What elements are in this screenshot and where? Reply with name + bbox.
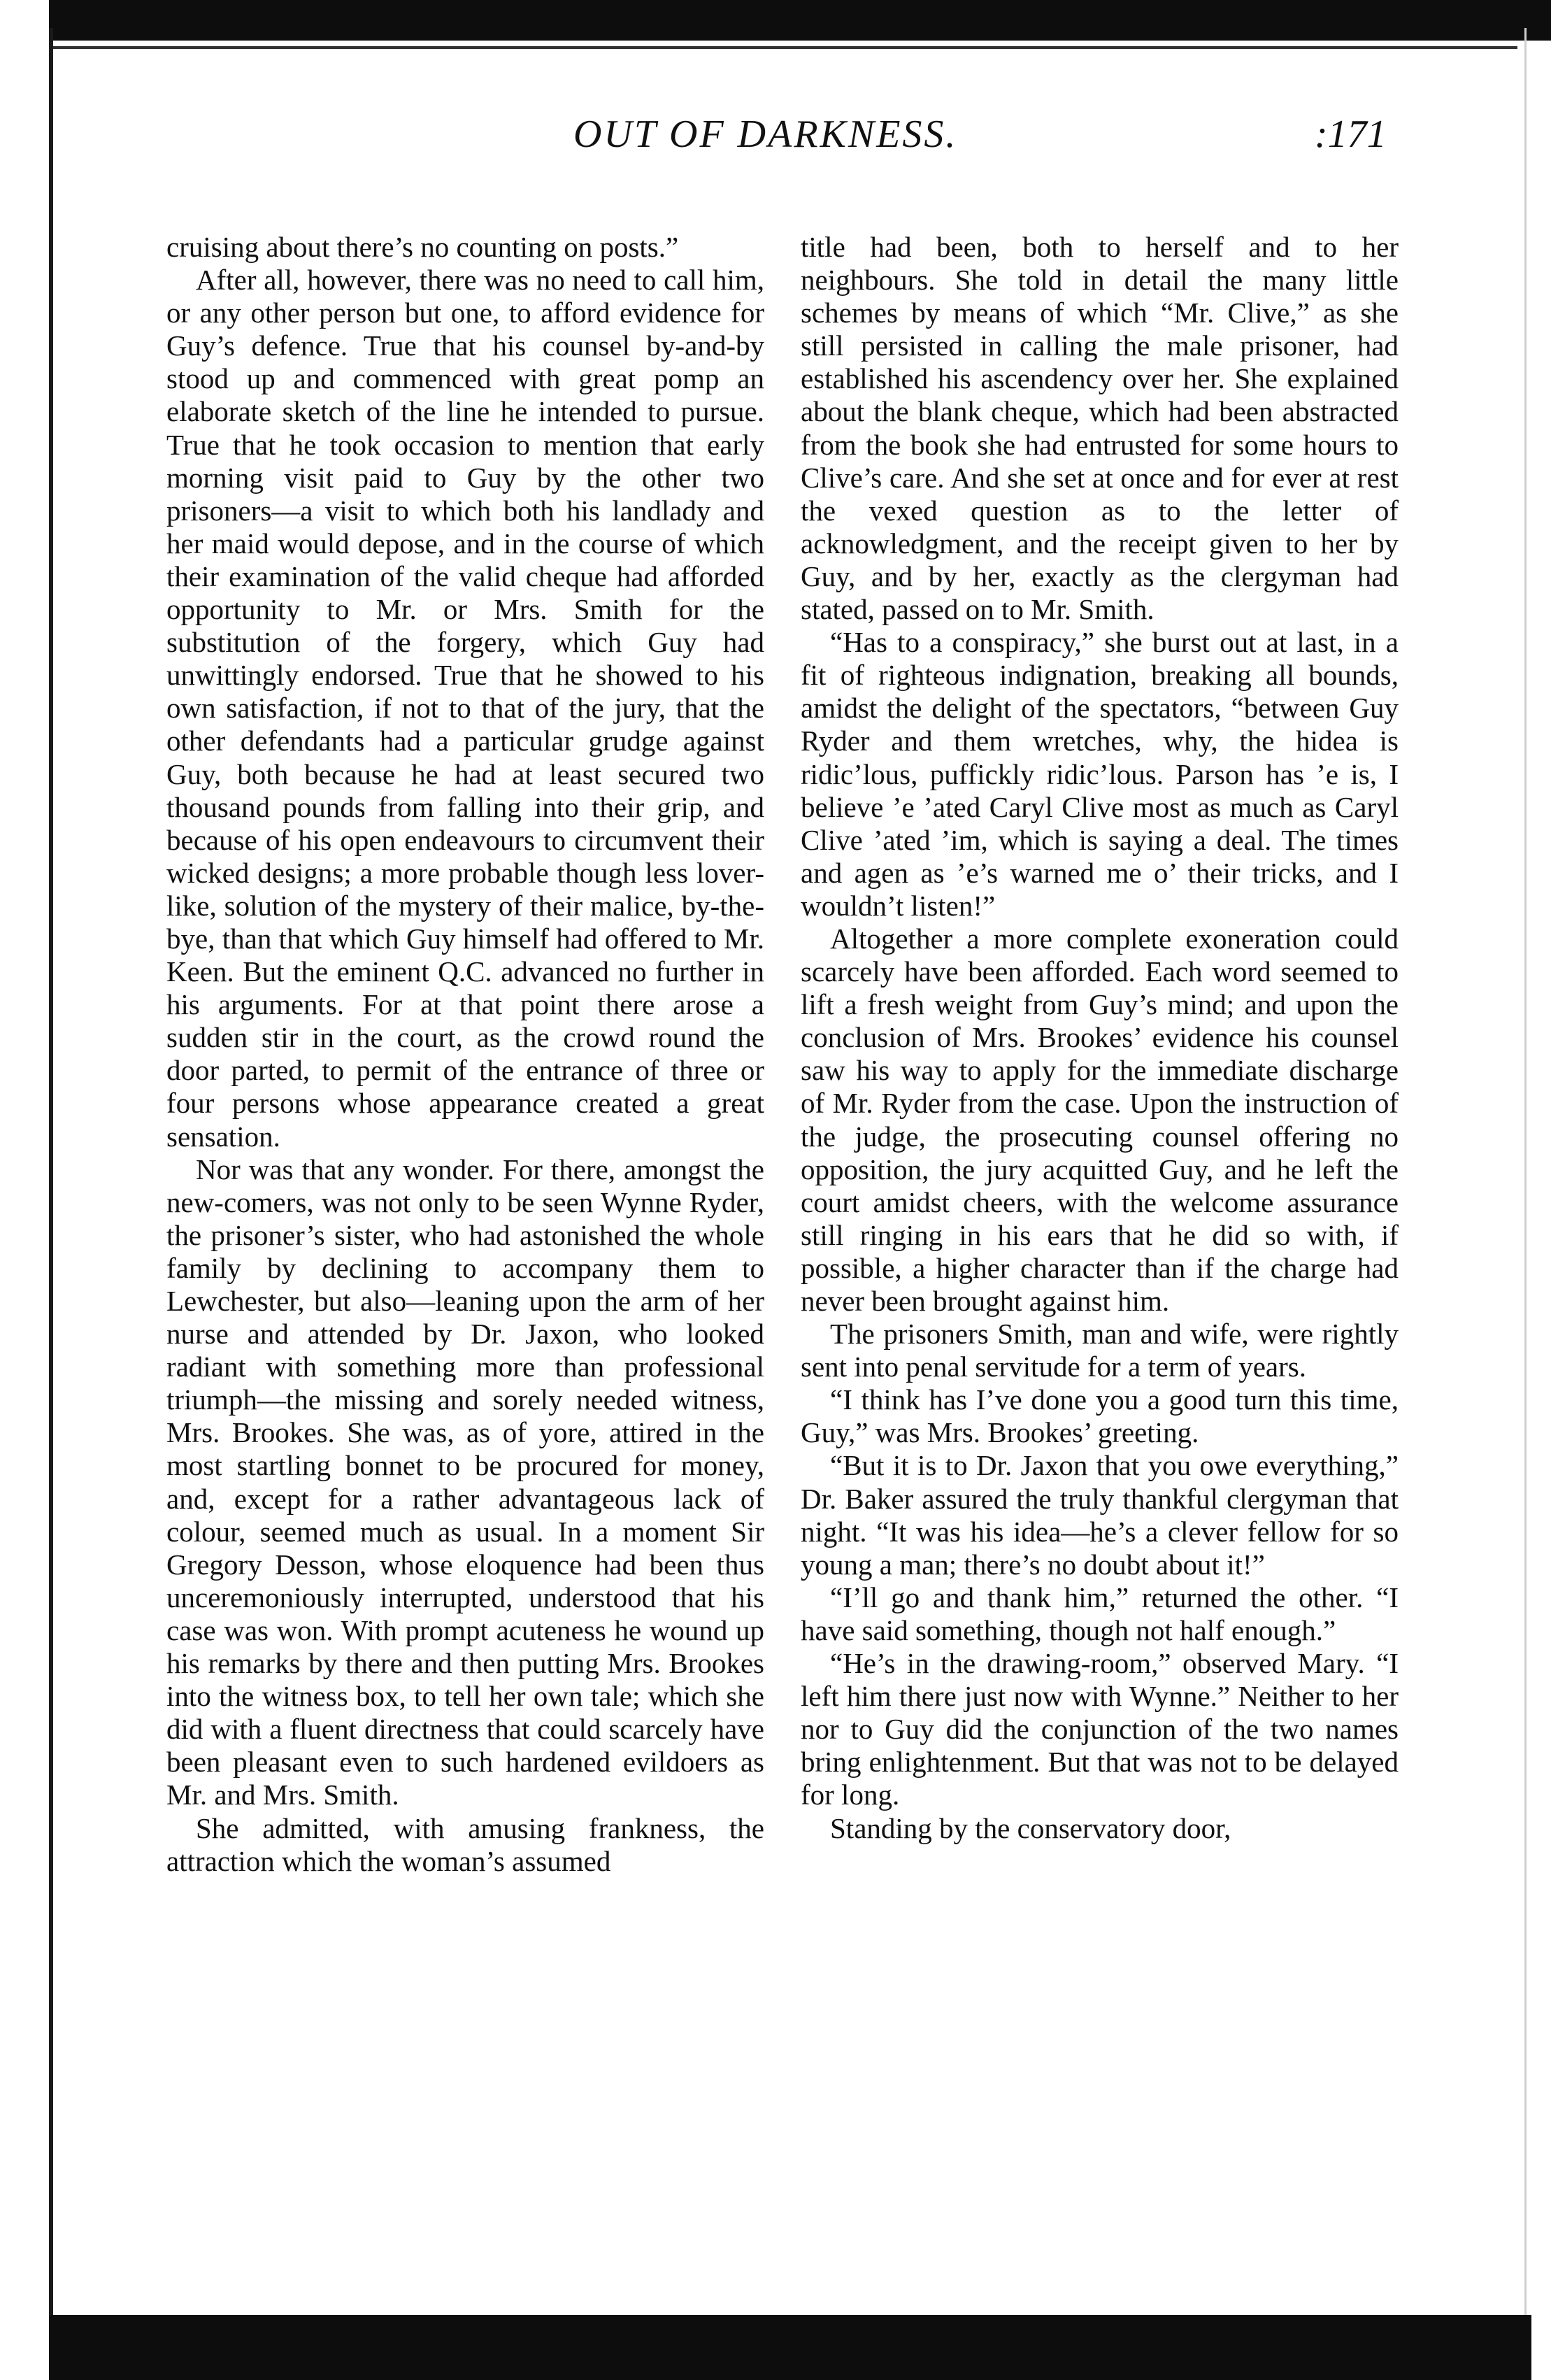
paragraph: “I think has I’ve done you a good turn this time, Guy,” was Mrs. Brookes’ greeting. [801,1383,1399,1449]
paragraph: After all, however, there was no need to call him, or any other person but one, to afford evidence for Guy’s defence. True that his counsel by-and-by stood up and commenced with great pomp an elaborate sketch of the line he intended to pursue. True that he took occasion to mention that early morning visit paid to Guy by the other two prisoners—a visit to which both his landlady and her maid would depose, and in the course of which their examination of the valid cheque had afforded opportunity to Mr. or Mrs. Smith for the substitution of the forgery, which Guy had unwittingly endorsed. True that he showed to his own satisfaction, if not to that of the jury, that the other defendants had a particular grudge against Guy, both because he had at least secured two thousand pounds from falling into their grip, and because of his open endeavours to circumvent their wicked designs; a more probable though less lover-like, solution of the mystery of their malice, by-the-bye, than that which Guy himself had offered to Mr. Keen. But the eminent Q.C. advanced no further in his arguments. For at that point there arose a sudden stir in the court, as the crowd round the door parted, to permit of the entrance of three or four persons whose appearance created a great sensation. [166,264,764,1153]
left-page-edge [49,28,53,2357]
paragraph: She admitted, with amusing frankness, the attraction which the woman’s assumed [166,1811,764,1877]
paragraph: “But it is to Dr. Jaxon that you owe everything,” Dr. Baker assured the truly thankful clergyman that night. “It was his idea—he’s a clever fellow for so young a man; there’s no doubt about it!” [801,1449,1399,1581]
paragraph: Altogether a more complete exoneration could scarcely have been afforded. Each word seemed to lift a fresh weight from Guy’s mind; and upon the conclusion of Mrs. Brookes’ evidence his counsel saw his way to apply for the immediate discharge of Mr. Ryder from the case. Upon the instruction of the judge, the prosecuting counsel offering no opposition, the jury acquitted Guy, and he left the court amidst cheers, with the welcome assurance still ringing in his ears that he did so with, if possible, a higher character than if the charge had never been brought against him. [801,922,1399,1317]
paragraph: “Has to a conspiracy,” she burst out at last, in a fit of righteous indignation, breaking all bounds, amidst the delight of the spectators, “between Guy Ryder and them wretches, why, the hidea is ridic’lous, puffickly ridic’lous. Parson has ’e is, I believe ’e ’ated Caryl Clive most as much as Caryl Clive ’ated ’im, which is saying a deal. The times and agen as ’e’s warned me o’ their tricks, and I wouldn’t listen!” [801,626,1399,922]
right-page-edge [1524,28,1527,2336]
top-border-rule [49,0,1551,41]
paragraph: Standing by the conservatory door, [830,1811,1231,1844]
running-title: OUT OF DARKNESS. [573,113,958,156]
paragraph: title had been, both to herself and to her neighbours. She told in detail the many little schemes by means of which “Mr. Clive,” as she still persisted in calling the male prisoner, had established his ascendency over her. She explained about the blank cheque, which had been abstracted from the book she had entrusted for some hours to Clive’s care. And she set at once and for ever at rest the vexed question as to the letter of acknowledgment, and the receipt given to her by Guy, and by her, exactly as the clergyman had stated, passed on to Mr. Smith. [801,231,1399,626]
paragraph: cruising about there’s no counting on posts.” [166,231,679,263]
top-thin-rule [49,46,1517,49]
left-column [166,231,764,1878]
right-column [801,231,1399,1845]
paragraph: Nor was that any wonder. For there, amongst the new-comers, was not only to be seen Wynne Ryder, the prisoner’s sister, who had astonished the whole family by declining to accompany them to Lewchester, but also—leaning upon the arm of her nurse and attended by Dr. Jaxon, who looked radiant with something more than professional triumph—the missing and sorely needed witness, Mrs. Brookes. She was, as of yore, attired in the most startling bonnet to be procured for money, and, except for a rather advantageous lack of colour, seemed much as usual. In a moment Sir Gregory Desson, whose eloquence had been thus unceremoniously interrupted, understood that his case was won. With prompt acuteness he wound up his remarks by there and then putting Mrs. Brookes into the witness box, to tell her own tale; which she did with a fluent directness that could scarcely have been pleasant even to such hardened evildoers as Mr. and Mrs. Smith. [166,1153,764,1811]
paragraph: “I’ll go and thank him,” returned the other. “I have said something, though not half enough.” [801,1581,1399,1646]
page-number: :171 [1315,113,1387,156]
paragraph: “He’s in the drawing-room,” observed Mary. “I left him there just now with Wynne.” Neither to her nor to Guy did the conjunction of the two names bring enlightenment. But that was not to be delayed for long. [801,1647,1399,1811]
paragraph: The prisoners Smith, man and wife, were rightly sent into penal servitude for a term of years. [801,1318,1399,1383]
bottom-border-rule [49,2315,1531,2380]
